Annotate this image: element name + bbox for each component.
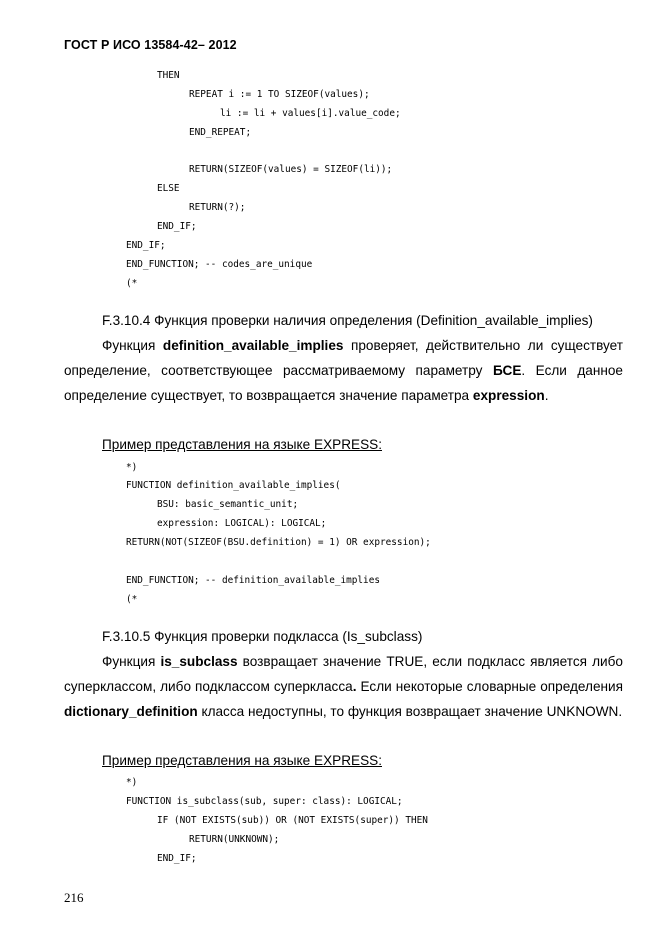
term-bold: is_subclass <box>160 654 238 669</box>
example-caption: Пример представления на языке EXPRESS: <box>102 437 382 452</box>
code-line: *) <box>126 462 138 473</box>
code-line: RETURN(?); <box>189 202 246 213</box>
section-heading: F.3.10.4 Функция проверки наличия определения (Definition_available_implies) <box>102 313 593 328</box>
code-line: *) <box>126 777 138 788</box>
paragraph <box>64 333 623 408</box>
text-run: Если некоторые словарные определения <box>360 679 623 694</box>
example-caption: Пример представления на языке EXPRESS: <box>102 753 382 768</box>
code-line: RETURN(UNKNOWN); <box>189 834 280 845</box>
text-run: . <box>544 388 549 403</box>
code-line: THEN <box>157 70 180 81</box>
section-heading: F.3.10.5 Функция проверки подкласса (Is_subclass) <box>102 629 423 644</box>
code-line: expression: LOGICAL): LOGICAL; <box>157 518 327 529</box>
document-header: ГОСТ Р ИСО 13584-42– 2012 <box>64 38 237 52</box>
code-line: FUNCTION is_subclass(sub, super: class): LOGICAL; <box>126 796 403 807</box>
code-line: END_FUNCTION; -- codes_are_unique <box>126 259 313 270</box>
text-run: Функция <box>102 338 156 353</box>
term-bold: expression <box>472 388 545 403</box>
text-run: . Если данное определение существует, то возвращается значение параметра <box>64 363 623 403</box>
code-line: END_REPEAT; <box>189 127 252 138</box>
code-line: ELSE <box>157 183 180 194</box>
code-line: END_IF; <box>157 853 197 864</box>
term-bold: . <box>352 679 357 694</box>
code-line: END_IF; <box>157 221 197 232</box>
code-line: RETURN(NOT(SIZEOF(BSU.definition) = 1) OR expression); <box>126 537 431 548</box>
text-run: класса недоступны, то функция возвращает значение UNKNOWN. <box>201 704 623 719</box>
code-line: FUNCTION definition_available_implies( <box>126 480 341 491</box>
page-number: 216 <box>64 890 84 905</box>
term-bold: dictionary_definition <box>64 704 198 719</box>
term-bold: БСЕ <box>492 363 522 378</box>
text-run: возвращает значение TRUE, если подкласс является либо суперклассом, либо подклассом суперкласса <box>64 654 623 694</box>
code-line: END_IF; <box>126 240 166 251</box>
code-line: (* <box>126 278 138 289</box>
code-line: BSU: basic_semantic_unit; <box>157 499 299 510</box>
paragraph <box>64 649 623 724</box>
term-bold: definition_available_implies <box>162 338 344 353</box>
code-line: REPEAT i := 1 TO SIZEOF(values); <box>189 89 370 100</box>
text-run: проверяет, действительно ли существует определение, соответствующее рассматриваемому параметру <box>64 338 623 378</box>
code-line: RETURN(SIZEOF(values) = SIZEOF(li)); <box>189 164 393 175</box>
text-run: Функция <box>102 654 156 669</box>
code-line: li := li + values[i].value_code; <box>220 108 401 119</box>
code-line: IF (NOT EXISTS(sub)) OR (NOT EXISTS(super)) THEN <box>157 815 428 826</box>
code-line: (* <box>126 594 138 605</box>
code-line: END_FUNCTION; -- definition_available_implies <box>126 575 380 586</box>
